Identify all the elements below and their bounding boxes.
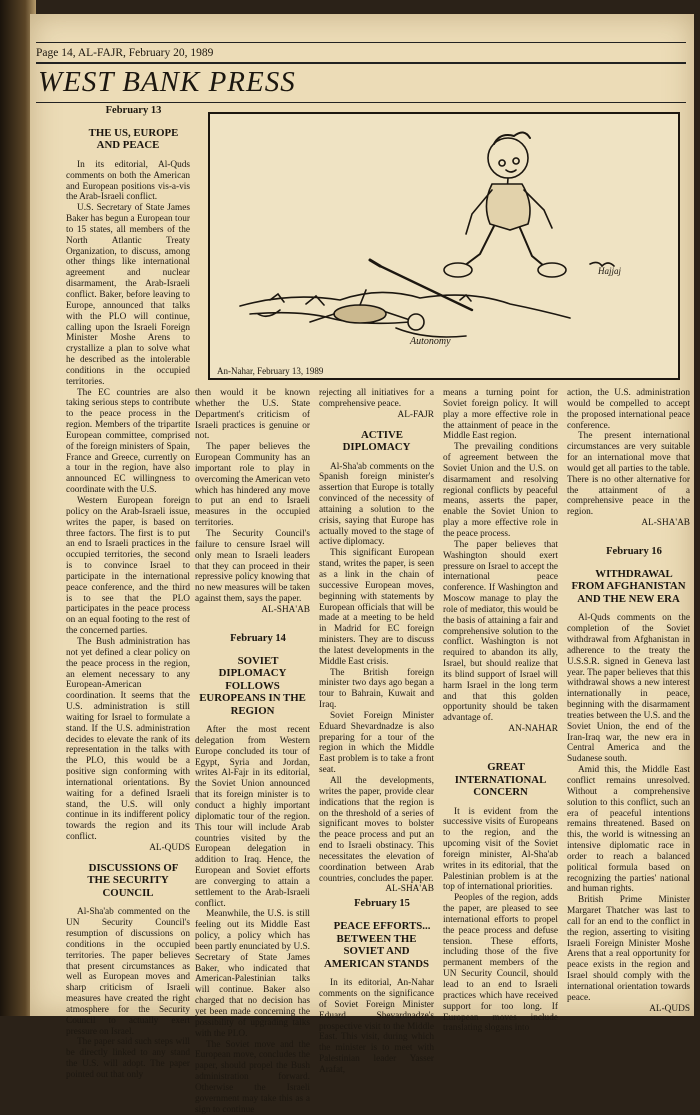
source-signature: AL-QUDS: [149, 843, 190, 853]
article-paragraph: action, the U.S. administration would be compelled to accept the proposed international peace conference.: [567, 388, 690, 431]
column-4: [443, 388, 558, 1034]
article-paragraph: Amid this, the Middle East conflict remains unresolved. Without a comprehensive solution to this conflict, such an era of peaceful intentions remains threatened. Based on this, the world is witnessing an intensive diplomatic race in order to reach a balanced political formula based on recognizing the parties' national and human rights.: [567, 765, 690, 895]
article-paragraph: The paper believes the European Community has an important role to play in overcoming the American veto which has hindered any move to put an end to Israeli measures in the occupied territories.: [195, 442, 310, 529]
article-paragraph: The EC countries are also taking serious steps to contribute to the peace process in the region. Members of the tripartite European committee, comprised of the foreign ministers of Spain, France and Greece, currently on a tour in the region, have also announced EC willingness to coordinate with the U.S.: [66, 387, 190, 496]
cartoon-label: Autonomy: [410, 336, 451, 347]
article-paragraph: Meanwhile, the U.S. is still feeling out its Middle East policy, a policy which has been partly enunciated by U.S. Secretary of State James Baker, who indicated that American-Palestinian talks will continue. Baker also charged that no decision has yet been made concerning the possibility of upgrading talks with the PLO.: [195, 909, 310, 1039]
article-paragraph: The Bush administration has not yet defined a clear policy on the peace process in the region, an element necessary to any European-American coordination. It seems that the U.S. administration is still waiting for Israel to formulate a stand. If the U.S. administration decides to elevate the rank of its representation in the talks with the PLO, this would be a positive sign conforming with international orientations. By waiting for a defined Israeli stand, the U.S. will only continue in its indifferent policy towards the region and its conflict.: [66, 636, 190, 843]
article-paragraph: This significant European stand, writes the paper, is seen as a link in the chain of successive European moves, beginning with statements by European officials that will be made at a meeting to be held in Madrid for EC foreign ministers. They are to discuss the latest developments in the Middle East crisis.: [319, 548, 434, 667]
editorial-cartoon: [208, 112, 680, 380]
header-rule-bottom: [36, 102, 686, 103]
date-heading: February 13: [105, 105, 162, 116]
source-signature: AN-NAHAR: [508, 724, 558, 735]
column-1: [66, 106, 190, 1081]
article-paragraph: All the developments, writes the paper, provide clear indications that the region is on the threshold of a series of significant moves to bolster the peace process and put an end to Israeli obstinacy. This necessitates the elevation of coordination between Arab countries, concludes the paper.: [319, 776, 434, 884]
headline: DISCUSSIONS OF THE SECURITY COUNCIL: [87, 861, 179, 899]
header-rule-middle: [36, 62, 686, 64]
source-signature: AL-QUDS: [649, 1003, 690, 1014]
article-paragraph: Al-Sha'ab commented on the UN Security Council's resumption of discussions on conditions in the occupied territories. The paper believes that present circumstances as well as European moves and sharp criticism of Israeli measures have created the right atmosphere for the Security Council to actually exert pressure on Israel.: [66, 907, 190, 1037]
date-heading: February 14: [230, 632, 286, 644]
article-paragraph: means a turning point for Soviet foreign policy. It will play a more effective role in the attainment of peace in the Middle East region.: [443, 388, 558, 442]
article-paragraph: Al-Quds comments on the completion of the Soviet withdrawal from Afghanistan in adherence to the treaty the U.S.S.R. signed in Geneva last year. The paper believes that this withdrawal shows a new interest internationally in peace, beginning with the disarmament treaties between the U.S. and the Soviet Union, the end of the Iran-Iraq war, the new era in Central America and the Sudanese south.: [567, 613, 690, 765]
article-paragraph: The British foreign minister two days ago began a tour to Bahrain, Kuwait and Iraq.: [319, 667, 434, 711]
section-title: WEST BANK PRESS: [38, 66, 296, 98]
article-paragraph: U.S. Secretary of State James Baker has begun a European tour to 15 states, all members of the North Atlantic Treaty Organization, to discuss, among other things like international agreement and nuclear disarmament, the Arab-Israeli conflict. Baker, before leaving to Europe, announced that talks with the PLO will continue, calling upon the Israeli Foreign Minister Moshe Arens to crystallize a plan to solve what he described as the intolerable conditions in the occupied territories.: [66, 203, 190, 387]
article-paragraph: The Security Council's failure to censure Israel will only mean to Israeli leaders that they can proceed in their repressive policy knowing that no new measures will be taken against them, says the paper.: [195, 528, 310, 605]
article-paragraph: The prevailing conditions of agreement between the Soviet Union and the U.S. on disarmament and resolving regional conflicts by peaceful means, asserts the paper, enable the Soviet Union to play a more effective role in the peace process.: [443, 442, 558, 539]
source-signature: AL-FAJR: [397, 409, 434, 420]
column-2: [195, 388, 310, 1115]
column-5: [567, 388, 690, 1019]
article-paragraph: British Prime Minister Margaret Thatcher was last to call for an end to the conflict in the region, asserting to visiting Israeli Foreign Minister Moshe Arens that a real opportunity for peace exists in the region and Israel should comply with the international orientation towards peace.: [567, 895, 690, 1003]
headline: GREAT INTERNATIONAL CONCERN: [454, 761, 547, 798]
article-paragraph: then would it be known whether the U.S. State Department's criticism of Israeli practices is genuine or not.: [195, 388, 310, 442]
page-info: Page 14, AL-FAJR, February 20, 1989: [36, 47, 214, 59]
column-3: [319, 388, 434, 1076]
date-heading: February 15: [354, 898, 410, 910]
spacer: [195, 620, 310, 634]
cartoon-caption: An-Nahar, February 13, 1989: [214, 366, 326, 376]
article-paragraph: The present international circumstances are very suitable for an international move that would get all parties to the table. There is no other alternative for the attainment of a comprehensive peace in the region.: [567, 431, 690, 518]
article-paragraph: In its editorial, Al-Quds comments on both the American and European positions vis-a-vis the Arab-Israeli conflict.: [66, 159, 190, 203]
header-rule-top: [36, 42, 686, 43]
article-paragraph: Soviet Foreign Minister Eduard Shevardnadze is also preparing for a tour of the region in which the Middle East problem is to take a front seat.: [319, 710, 434, 776]
source-signature: AL-SHA'AB: [261, 604, 310, 615]
article-paragraph: The paper believes that Washington should exert pressure on Israel to accept the international peace conference. If Washington and Moscow manage to play the role of mediator, this would be the basis of attaining a fair and comprehensive solution to the conflict. Washington is not required to abandon its ally, Israel, but should realize that its blind support of Israel will harm Israel in the long term and that this golden opportunity should be taken advantage of.: [443, 539, 558, 724]
cartoon-signature: Hajjaj: [598, 266, 622, 276]
article-paragraph: It is evident from the successive visits of Europeans to the region, and the upcoming visit of the Soviet foreign minister, Al-Sha'ab writes in its editorial, that the Palestinian problem is at the top of international priorities.: [443, 806, 558, 893]
source-signature: AL-SHA'AB: [385, 884, 434, 895]
date-heading: February 16: [606, 545, 662, 557]
article-paragraph: In its editorial, An-Nahar comments on the significance of Soviet Foreign Minister Eduard Shevardnadze's prospective visit to the Middle East. This visit, during which the minister is to meet with Palestinian leader Yasser Arafat,: [319, 978, 434, 1075]
article-paragraph: rejecting all initiatives for a comprehensive peace.: [319, 388, 434, 409]
cartoon-drawing: [210, 114, 678, 378]
article-paragraph: The paper said such steps will be directly linked to any stand the U.S. will adopt. The paper pointed out that only: [66, 1037, 190, 1080]
spacer: [567, 533, 690, 547]
article-paragraph: Western European foreign policy on the Arab-Israeli issue, writes the paper, is based on three factors. The first is to put an end to Israeli practices in the occupied territories, the second is to convince Israel to participate in the international peace conference, and the third is to see that the PLO participates in the peace process on an equal footing to the rest of the concerned parties.: [66, 496, 190, 637]
article-paragraph: Al-Sha'ab comments on the Spanish foreign minister's assertion that Europe is totally convinced of the necessity of attaining a solution to the crisis, saying that Europe has actually moved to the stage of active diplomacy.: [319, 461, 434, 548]
headline: THE US, EUROPE AND PEACE: [88, 126, 179, 152]
headline: ACTIVE DIPLOMACY: [342, 428, 411, 454]
article-paragraph: Peoples of the region, adds the paper, are pleased to see international efforts to propel the peace process and defuse tension. These efforts, including those of the five permanent members of the UN Security Council, should lead to an end to Israeli practices which have received support for too long. If European moves include translating slogans into: [443, 893, 558, 1034]
headline: SOVIET DIPLOMACY FOLLOWS EUROPEANS IN THE REGION: [199, 654, 306, 717]
article-paragraph: After the most recent delegation from Western Europe concluded its tour of Egypt, Syria and Jordan, writes Al-Fajr in its editorial, the Soviet Union announced that its foreign minister is to conduct a highly important diplomatic tour of the region. This tour will include Arab countries visited by the European delegation in addition to Iraq. Hence, the European and Soviet efforts are converging to attain a settlement to the Arab-Israeli conflict.: [195, 725, 310, 909]
headline: PEACE EFFORTS... BETWEEN THE SOVIET AND AMERICAN STANDS: [323, 920, 431, 970]
headline: WITHDRAWAL FROM AFGHANISTAN AND THE NEW ERA: [571, 567, 686, 605]
article-paragraph: The Soviet move and the European move, concludes the paper, should propel the Bush administration forward. Otherwise the Israeli government may take this as a sign to continue: [195, 1039, 310, 1115]
source-signature: AL-SHA'AB: [641, 518, 690, 529]
spacer: [443, 739, 558, 753]
